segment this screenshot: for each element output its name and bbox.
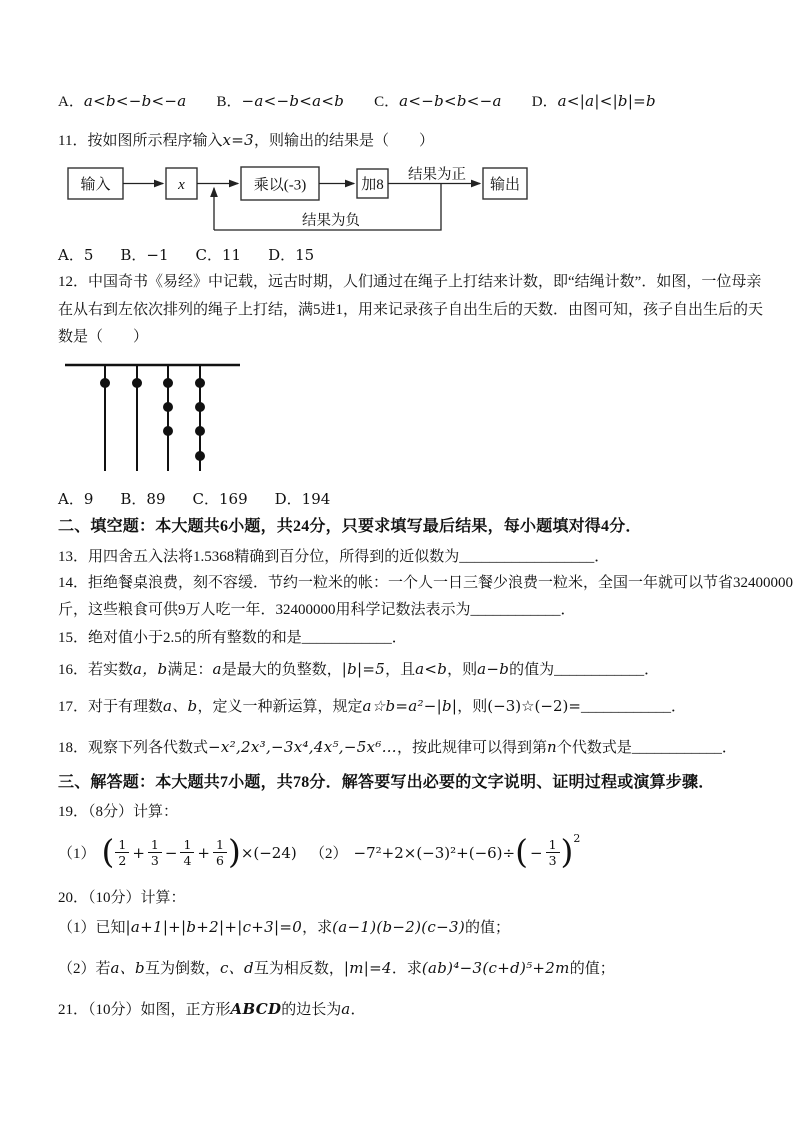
question-14-text [58,570,794,625]
q20-seg: 互为倒数， [144,960,220,977]
option-b-label: B． [216,94,242,110]
knot-dot [163,426,173,436]
q19-formulas [58,827,740,879]
question-19-title: 19．（8分）计算： [58,803,179,820]
q16-math: a−b [477,659,510,678]
numerator: 1 [180,838,194,853]
q16-math: |b|=5 [341,659,386,678]
q12-option-b: B．89 [120,489,166,508]
q20-math: a、b [110,958,145,977]
q16-seg: 满足： [167,661,213,678]
knot-dot [100,378,110,388]
question-12-text [58,269,764,352]
q16-math: a，b [133,659,168,678]
q19-part1: （1） ( $\frac{1}{2}$ + $\frac{1}{3}$ − $\frac{1}{4}$ + $\frac{1}{6}$ ) ×(−24) [58,831,297,871]
q10-option-a [58,88,186,115]
q20-seg: 的值； [465,919,511,936]
operator: + [132,843,145,862]
q21-seg: ． [350,1001,366,1018]
flowchart-add-label: 加8 [361,177,384,193]
q11-post: ，则输出的结果是（ ） [253,133,434,149]
numerator: 1 [148,838,162,853]
numerator: 1 [213,838,227,853]
q20-seg: （1）已知 [58,919,126,936]
q18-math: n [546,737,557,756]
q11-option-d: D．15 [268,246,315,264]
operator: − [164,843,178,862]
knot-dot [195,378,205,388]
q12-option-a: A．9 [58,489,94,508]
option-a-value: a<b<−b<−a [83,92,187,110]
q17-seg: ，定义一种新运算，规定 [197,698,363,715]
option-a-label: A． [58,94,84,110]
q20-math: c、d [219,958,254,977]
q20-part2 [58,955,740,982]
exponent: 2 [573,832,581,845]
option-c-value: a<−b<b<−a [399,92,502,110]
q21-math: ABCD [230,999,282,1018]
flowchart-output-label: 输出 [489,177,521,193]
minus-sign: − [529,843,543,862]
q16-math: a [212,659,222,678]
q17-seg: ，则 [457,698,488,715]
q12-options-row [58,486,740,513]
q14-line2: 斤，这些粮食可供9万人吃一年．32400000用科学记数法表示为____________． [58,602,576,618]
q20-math: (ab)⁴−3(c+d)⁵+2m [421,958,570,977]
q10-options-row [58,88,740,115]
q19-part1-label: （1） [58,846,96,862]
flowchart-negative-label: 结果为负 [302,213,360,229]
fraction [213,838,227,867]
question-16-text [58,656,740,683]
q16-seg: 是最大的负整数， [221,661,342,678]
knot-dot [195,402,205,412]
question-21-text [58,996,740,1023]
q11-option-a: A．5 [58,246,94,264]
q21-seg: 21．（10分）如图，正方形 [58,1001,231,1018]
denominator: 2 [118,853,127,868]
q19-part2: （2） −7²+2×(−3)²+(−6)÷ ( − $\frac{1}{3}$ ) 2 [310,831,581,871]
fraction [148,838,162,867]
knot-dot [195,426,205,436]
q12-option-d: D．194 [274,489,331,508]
question-20-title: 20．（10分）计算： [58,889,186,906]
q18-seg: ，按此规律可以得到第 [396,739,547,756]
q10-option-d [532,88,656,115]
q18-seg: 个代数式是____________． [556,739,737,756]
flowchart-figure [60,160,740,242]
q20-seg: ，求 [302,919,333,936]
option-c-label: C． [374,94,400,110]
q17-seg: ____________． [580,698,686,715]
question-17-text [58,693,740,720]
q20-math: |m|=4 [343,958,392,977]
q12-line3: 数是（ ） [58,329,149,345]
flowchart-x-label: x [178,177,185,193]
q19-part2-label: （2） [310,846,348,862]
q10-option-b [216,88,344,115]
q17-math: a☆b=a²−|b| [362,696,458,715]
section-3-header: 三、解答题：本大题共7小题，共78分．解答要写出必要的文字说明、证明过程或演算步骤． [58,773,715,791]
q19-part1-tail: ×(−24) [240,843,297,862]
q11-options-row [58,242,740,269]
option-d-value: a<|a|<|b|=b [557,92,656,110]
q12-option-c: C．169 [192,489,248,508]
q11-option-c: C．11 [195,246,242,264]
question-11-text [58,127,740,154]
flowchart-positive-label: 结果为正 [408,167,466,183]
option-d-label: D． [531,94,558,110]
denominator: 3 [548,853,557,868]
q14-line1: 14．拒绝餐桌浪费，刻不容缓．节约一粒米的帐：一个人一日三餐少浪费一粒米，全国一年就可以节省32400000 [58,574,794,591]
q17-math: (−3)☆(−2)= [487,696,581,715]
numerator: 1 [115,838,129,853]
q17-math: a、b [163,696,198,715]
knot-dot [195,451,205,461]
question-13-text: 13．用四舍五入法将1.5368精确到百分位，所得到的近似数为__________________． [58,548,610,565]
q20-part1 [58,914,740,941]
q11-option-b: B．−1 [120,246,169,264]
q21-seg: 的边长为 [281,1001,342,1018]
fraction [180,838,194,867]
q16-seg: ，则 [447,661,478,678]
q10-option-c [374,88,502,115]
denominator: 3 [150,853,159,868]
question-15-text: 15．绝对值小于2.5的所有整数的和是____________． [58,629,407,646]
q17-seg: 17．对于有理数 [58,698,164,715]
q21-math: a [341,999,351,1018]
denominator: 4 [183,853,192,868]
numerator: 1 [546,838,560,853]
question-18-text [58,734,740,761]
q16-seg: 16．若实数 [58,661,134,678]
q20-seg: ．求 [391,960,422,977]
q20-seg: （2）若 [58,960,111,977]
q19-part2-head: −7²+2×(−3)²+(−6)÷ [353,843,516,862]
denominator: 6 [215,853,224,868]
q18-math: −x²,2x³,−3x⁴,4x⁵,−5x⁶… [208,737,397,756]
flowchart-input-label: 输入 [80,177,111,193]
q11-pre: 11．按如图所示程序输入 [58,133,223,149]
q16-seg: 的值为____________． [509,661,660,678]
q20-math: |a+1|+|b+2|+|c+3|=0 [125,917,303,936]
knot-dot [163,378,173,388]
fraction [115,838,129,867]
knot-dot [132,378,142,388]
q11-math: x=3 [222,131,254,149]
q20-seg: 的值； [569,960,615,977]
q18-seg: 18．观察下列各代数式 [58,739,209,756]
knot-dot [163,402,173,412]
operator: + [197,843,210,862]
flowchart-multiply-label: 乘以(-3) [253,177,307,194]
q16-seg: ，且 [385,661,416,678]
knot-figure [65,357,740,479]
flowchart-svg [60,160,540,242]
option-b-value: −a<−b<a<b [241,92,345,110]
section-2-header: 二、填空题：本大题共6小题，共24分，只要求填写最后结果，每小题填对得4分． [58,517,642,535]
q20-math: (a−1)(b−2)(c−3) [332,917,465,936]
knot-svg [65,357,250,479]
fraction [546,838,560,867]
q16-math: a<b [415,659,448,678]
q12-line2: 在从右到左依次排列的绳子上打结，满5进1，用来记录孩子自出生后的天数．由图可知，孩子自出生后的天 [58,301,764,318]
q20-seg: 互为相反数， [253,960,344,977]
q12-line1: 12．中国奇书《易经》中记载，远古时期，人们通过在绳子上打结来计数，即“结绳计数”．如图，一位母亲 [58,274,762,290]
